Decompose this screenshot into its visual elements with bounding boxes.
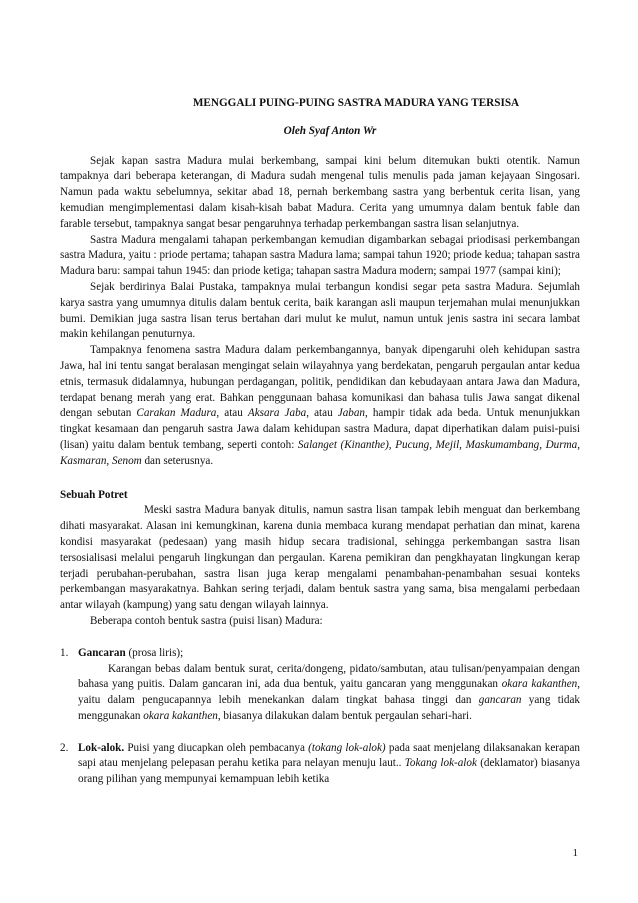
list-body-b: , yaitu dalam pengucapannya lebih menekankan dalam tingkat bahasa tinggi dan — [78, 678, 581, 707]
list-number: 1. — [60, 646, 69, 659]
paragraph-4-text-b: , atau — [216, 407, 248, 420]
list-body-term-1: (tokang lok-alok) — [308, 741, 386, 754]
list-term: Lok-alok. — [78, 741, 125, 754]
list-item — [60, 741, 580, 788]
list-body-term-1: okara kakanthen — [501, 678, 578, 691]
paragraph-4-term-carakan: Carakan Madura — [136, 407, 217, 420]
paragraph-4-term-aksara: Aksara Jaba — [247, 407, 307, 420]
paragraph-4-text-e: dan seterusnya. — [141, 454, 214, 467]
list-term-note: (prosa liris); — [125, 646, 184, 659]
list-body-c: (deklamator) biasanya orang pilihan yang mempunyai kemampuan lebih ketika — [78, 757, 581, 786]
paragraph-3: Sejak berdirinya Balai Pustaka, tampaknya mulai terbangun kondisi segar peta sastra Madura. Sejumlah karya sastra yang umumnya ditulis dalam bentuk cerita, baik karangan asli maupun terjemahan mulai menunjukkan bumi. Demikian juga sastra lisan terus bertahan dari mulut ke mulut, namun untuk jenis sastra ini secara lambat makin kehilangan penuturnya. — [60, 280, 580, 341]
list-body-term-2: Tokang lok-alok — [404, 757, 477, 770]
document-author: Oleh Syaf Anton Wr — [283, 124, 377, 137]
list-body-b: pada saat menjelang dilaksanakan kerapan sapi atau menjelang pelepasan perahu ketika para nelayan menuju laut.. — [78, 741, 581, 770]
paragraph-4-text-a: Tampaknya fenomena sastra Madura dalam perkembangannya, banyak dipengaruhi oleh kehidupan sastra Jawa, hal ini tentu sangat beralasan mengingat selain wilayahnya yang berdekatan, pengaruh pergaulan antar kedua etnis, termasuk didalamnya, hubungan perdagangan, politik, pendidikan dan kebudayaan antara Jawa dan Madura, terdapat benang merah yang erat. Bahkan penggunaan bahasa komunikasi dan bahasa tulis Jawa sangat dikenal dengan sebutan — [60, 344, 580, 420]
list-body-a: Puisi yang diucapkan oleh pembacanya — [124, 741, 309, 754]
paragraph-1: Sejak kapan sastra Madura mulai berkembang, sampai kini belum ditemukan bukti otentik. Namun tampaknya dari beberapa keterangan, di Madura sudah mengenal tulis menulis pada jaman kejayaan Singosari. Namun pada waktu sebelumnya, sekitar abad 18, pernah berkembang sastra yang berbentuk cerita lisan, yang kemudian mengimplementasi dalam kisah-kisah babat Madura. Cerita yang umumnya dalam bentuk fable dan farable tersebut, tampaknya sangat besar pengaruhnya terhadap perkembangan sastra lisan selanjutnya. — [60, 154, 580, 230]
list-body-d: , biasanya dilakukan dalam bentuk pergaulan sehari-hari. — [217, 709, 472, 722]
document-title: MENGGALI PUING-PUING SASTRA MADURA YANG TERSISA — [192, 97, 520, 109]
paragraph-2: Sastra Madura mengalami tahapan perkembangan kemudian digambarkan sebagai priodisasi perkembangan sastra Madura, yaitu : priode pertama; tahapan sastra Madura lama; sampai tahun 1920; priode kedua; tahapan sastra Madura baru: sampai tahun 1945: dan priode ketiga; tahapan sastra Madura modern; sampai 1977 (sampai kini); — [60, 233, 580, 278]
paragraph-4-tembang-list: Salanget (Kinanthe), Pucung, Mejil, Maskumambang, Durma, Kasmaran, Senom — [60, 438, 580, 467]
list-body-c: yang tidak menggunakan — [78, 694, 580, 722]
list-body-term-3: okara kakanthen — [143, 709, 218, 722]
page-number: 1 — [572, 847, 578, 859]
list-item — [60, 646, 580, 725]
list-term: Gancaran — [78, 646, 126, 659]
list-number: 2. — [60, 741, 69, 754]
paragraph-4-text-d: , hampir tidak ada beda. Untuk menunjukkan tingkat kesamaan dan pengaruh sastra Jawa dalam kehidupan sastra Madura, dapat diperhatikan dalam puisi-puisi (lisan) yaitu dalam bentuk tembang, seperti contoh: — [60, 407, 580, 451]
list-body-a: Karangan bebas dalam bentuk surat, cerita/dongeng, pidato/sambutan, atau tulisan/penyampaian dengan bahasa yang puitis. Dalam gancaran ini, ada dua bentuk, yaitu gancaran yang menggunakan — [78, 662, 580, 691]
document-body — [60, 96, 580, 788]
paragraph-4-term-jaban: Jaban — [337, 407, 365, 420]
paragraph-4-text-c: , atau — [306, 407, 338, 420]
paragraph-5: Meski sastra Madura banyak ditulis, namun sastra lisan tampak lebih menguat dan berkembang dihati masyarakat. Alasan ini kemungkinan, karena dunia membaca kurang mendapat perhatian dan minat, karena kondisi masyarakat (pedesaan) yang masih hidup secara tradisional, sehingga perkembangan sastra lisan tersosialisasi melalui pengaruh lingkungan dan pergaulan. Karena pemikiran dan pengkhayatan lingkungan kerap terjadi perubahan-perubahan, sastra lisan juga kerap mengalami penambahan-penambahan sesuai konteks perkembangan masyarakatnya. Bahkan sering terjadi, dalam bentuk sastra yang sama, bisa mengalami perbedaan antar wilayah (kampung) yang satu dengan wilayah lainnya. — [60, 504, 580, 612]
paragraph-6: Beberapa contoh bentuk sastra (puisi lisan) Madura: — [90, 614, 323, 627]
paragraph-4 — [60, 343, 580, 469]
section-heading: Sebuah Potret — [60, 488, 128, 501]
forms-list — [60, 646, 580, 788]
list-body-term-2: gancaran — [478, 694, 522, 707]
